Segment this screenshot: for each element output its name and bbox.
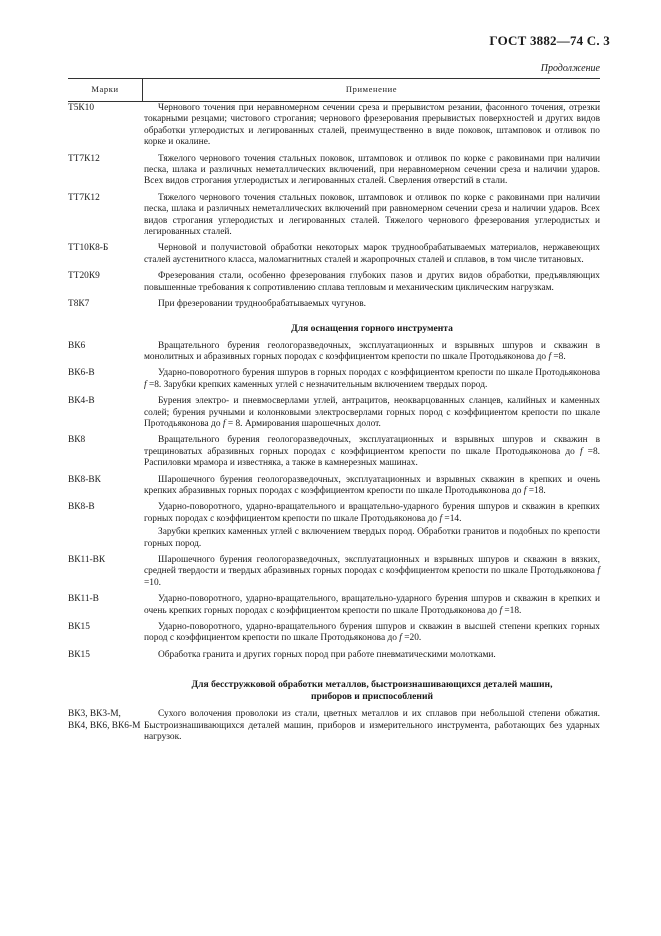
row-text-tail: =10.: [144, 577, 162, 588]
row-mark: ВК6-В: [68, 368, 95, 379]
table-row: [68, 396, 600, 430]
table-row: [68, 341, 600, 364]
row-mark: ТТ20К9: [68, 271, 100, 282]
section-heading-line-1: Для бесстружковой обработки металлов, быстроизнашивающихся деталей машин,: [191, 679, 553, 691]
row-mark: ТТ7К12: [68, 192, 100, 203]
formula-symbol: f: [399, 633, 402, 644]
row-mark: ВК8-В: [68, 502, 95, 513]
table-row: [68, 622, 600, 645]
row-text: Ударно-поворотного, ударно-вращательного, вращательно-ударного бурения шпуров и скважин в крепких и очень крепких горных породах с коэффициентом крепости по шкале Протодьяконова до: [144, 594, 600, 616]
row-application: [144, 502, 600, 525]
row-mark: ВК4-В: [68, 396, 95, 407]
row-application: [144, 396, 600, 430]
table-row: [68, 368, 600, 391]
formula-symbol: f: [222, 418, 226, 429]
row-mark: ВК6: [68, 340, 86, 351]
table-header: [68, 78, 600, 102]
row-application: Фрезерования стали, особенно фрезерования глубоких пазов и других видов обработки, предъявляющих повышенные требования к сопротивлению сплава тепловым и механическим циклическим нагрузкам.: [144, 271, 600, 293]
row-application: [144, 341, 600, 364]
table-row: [68, 709, 600, 743]
row-application: [144, 475, 600, 498]
row-mark: Т5К10: [68, 103, 95, 113]
row-text: Обработка гранита и других горных пород при работе пневматическими молотками.: [158, 649, 496, 660]
table-row: [68, 435, 600, 469]
row-text: Ударно-поворотного, ударно-вращательного бурения шпуров и скважин в высшей степени крепких горных пород с коэффициентом крепости по шкале Протодьяконова до: [144, 622, 600, 644]
formula-symbol: f: [439, 513, 443, 524]
row-application: [144, 527, 600, 550]
row-application: Черновой и получистовой обработки некоторых марок труднообрабатываемых материалов, нержавеющих сталей аустенитного класса, маломагнитных сталей и жаропрочных сталей и сплавов, в том числе титановых.: [144, 243, 600, 265]
section-heading-line-2: приборов и приспособлений: [310, 691, 434, 703]
column-header-marks: Марки: [91, 84, 119, 94]
row-mark: ТТ7К12: [68, 153, 100, 164]
table-row: [68, 193, 600, 239]
table-row: [68, 594, 600, 617]
row-mark: ВК15: [68, 622, 90, 633]
row-application: Сухого волочения проволоки из стали, цветных металлов и их сплавов при небольшой степени обжатия. Быстроизнашивающихся деталей машин, приборов и измерительного инструмента, работающих без ударных нагрузок.: [144, 709, 600, 743]
row-text: Вращательного бурения геологоразведочных, эксплуатационных и взрывных шпуров и скважин в монолитных и абразивных горных породах с коэффициентом крепости по шкале Протодьяконова до: [144, 340, 600, 362]
formula-symbol: f: [597, 566, 600, 577]
row-application: [144, 622, 600, 645]
row-application: Чернового точения при неравномерном сечении среза и прерывистом резании, фасонного точения, отрезки токарными резцами; чистового строгания; чернового фрезерования прерывистых поверхностей и других видов обработки углеродистых и легированных сталей, преимущественно в виде поковок, штамповок и отливок по корке и окалине.: [144, 103, 600, 148]
row-mark: ВК3, ВК3-М, ВК4, ВК6, ВК6-М: [68, 709, 141, 731]
row-application: Тяжелого чернового точения стальных поковок, штамповок и отливок по корке с раковинами при наличии песка, шлака и различных неметаллических включений при равномерном сечении среза и наличии ударов. Всех видов строгания углеродистых и легированных сталей. Тяжелого чернового фрезерования углеродистых и легированных сталей.: [144, 192, 600, 238]
row-application: [144, 650, 600, 661]
row-text-tail: =14.: [442, 513, 462, 524]
table-row: [68, 271, 600, 294]
row-text-tail: =18.: [526, 485, 546, 496]
row-text-tail: =8. Распиловки мрамора и известняка, а также в камнерезных машинах.: [144, 446, 600, 469]
row-text: Ударно-поворотного, ударно-вращательного и вращательно-ударного бурения шпуров и скважин в крепких горных породах с коэффициентом крепости по шкале Протодьяконова до: [144, 502, 600, 524]
row-text: Шарошечного бурения геологоразведочных, эксплуатационных и взрывных скважин в крепких и очень крепких абразивных горных породах с коэффициентом крепости по шкале Протодьяконова до: [144, 474, 600, 496]
table-row: [68, 103, 600, 149]
formula-symbol: f: [548, 351, 552, 362]
row-text-tail: =8.: [551, 351, 566, 362]
row-text-tail: = 8. Армирования шарошечных долот.: [225, 418, 381, 429]
row-mark: ТТ10К8-Б: [68, 243, 109, 254]
table-body: [68, 103, 600, 748]
row-text: Вращательного бурения геологоразведочных, эксплуатационных и взрывных шпуров и скважин в трещиноватых абразивных горных породах с коэффициентом крепости по шкале Протодьяконова до: [144, 435, 600, 457]
row-application: [144, 555, 600, 589]
row-mark: ВК11-В: [68, 594, 99, 605]
row-mark: ВК11-ВК: [68, 555, 106, 565]
row-text-tail: =20.: [401, 633, 422, 644]
page-header-title: ГОСТ 3882—74 С. 3: [489, 33, 610, 48]
row-application: [144, 594, 600, 617]
row-mark: Т8К7: [68, 299, 90, 310]
table-row: [68, 502, 600, 525]
row-text: Зарубки крепких каменных углей с включением твердых пород. Обработки гранитов и подобных по крепости горных пород.: [144, 527, 600, 549]
row-text-tail: =18.: [502, 605, 522, 616]
section-heading-chipless: [144, 679, 600, 703]
table-row: [68, 475, 600, 498]
table-row: [68, 154, 600, 188]
row-text: Бурения электро- и пневмосверлами углей, антрацитов, неокварцованных сланцев, калийных и каменных солей; бурения ручными и колонковыми электросверлами горных пород с коэффициентом крепости по шкале Протодьяконова до: [144, 396, 600, 429]
table-row: [68, 243, 600, 266]
formula-symbol: f: [523, 485, 527, 496]
table-row: [68, 650, 600, 661]
column-header-application: Применение: [345, 84, 398, 94]
table-row: [68, 527, 600, 550]
row-text: Ударно-поворотного бурения шпуров в горных породах с коэффициентом крепости по шкале Протодьяконова: [158, 368, 600, 379]
row-mark: ВК15: [68, 649, 90, 660]
row-application: [144, 368, 600, 391]
formula-symbol: f: [144, 379, 147, 390]
continuation-label: Продолжение: [540, 63, 600, 74]
row-mark: ВК8: [68, 435, 86, 446]
row-application: [144, 435, 600, 469]
row-application: При фрезеровании труднообрабатываемых чугунов.: [158, 299, 366, 310]
table-row: [68, 555, 600, 589]
row-application: Тяжелого чернового точения стальных поковок, штамповок и отливок по корке с раковинами при наличии песка, шлака и различных неметаллических включений, при неравномерном сечении среза и наличии ударов. Всех видов строгания углеродистых и легированных сталей. Сверления отверстий в стали.: [144, 153, 600, 187]
row-text-tail: =8. Зарубки крепких каменных углей с незначительным включением твердых пород.: [146, 379, 488, 390]
section-heading-mining: Для оснащения горного инструмента: [291, 322, 453, 334]
formula-symbol: f: [499, 605, 503, 616]
row-mark: ВК8-ВК: [68, 474, 101, 485]
row-text: Шарошечного бурения геологоразведочных, эксплуатационных и взрывных шпуров и скважин в вязких, средней твердости и твердых абразивных горных породах с коэффициентом крепости по шкале Протодьяконова: [144, 555, 600, 577]
table-row: [68, 299, 600, 310]
formula-symbol: f: [579, 446, 583, 457]
